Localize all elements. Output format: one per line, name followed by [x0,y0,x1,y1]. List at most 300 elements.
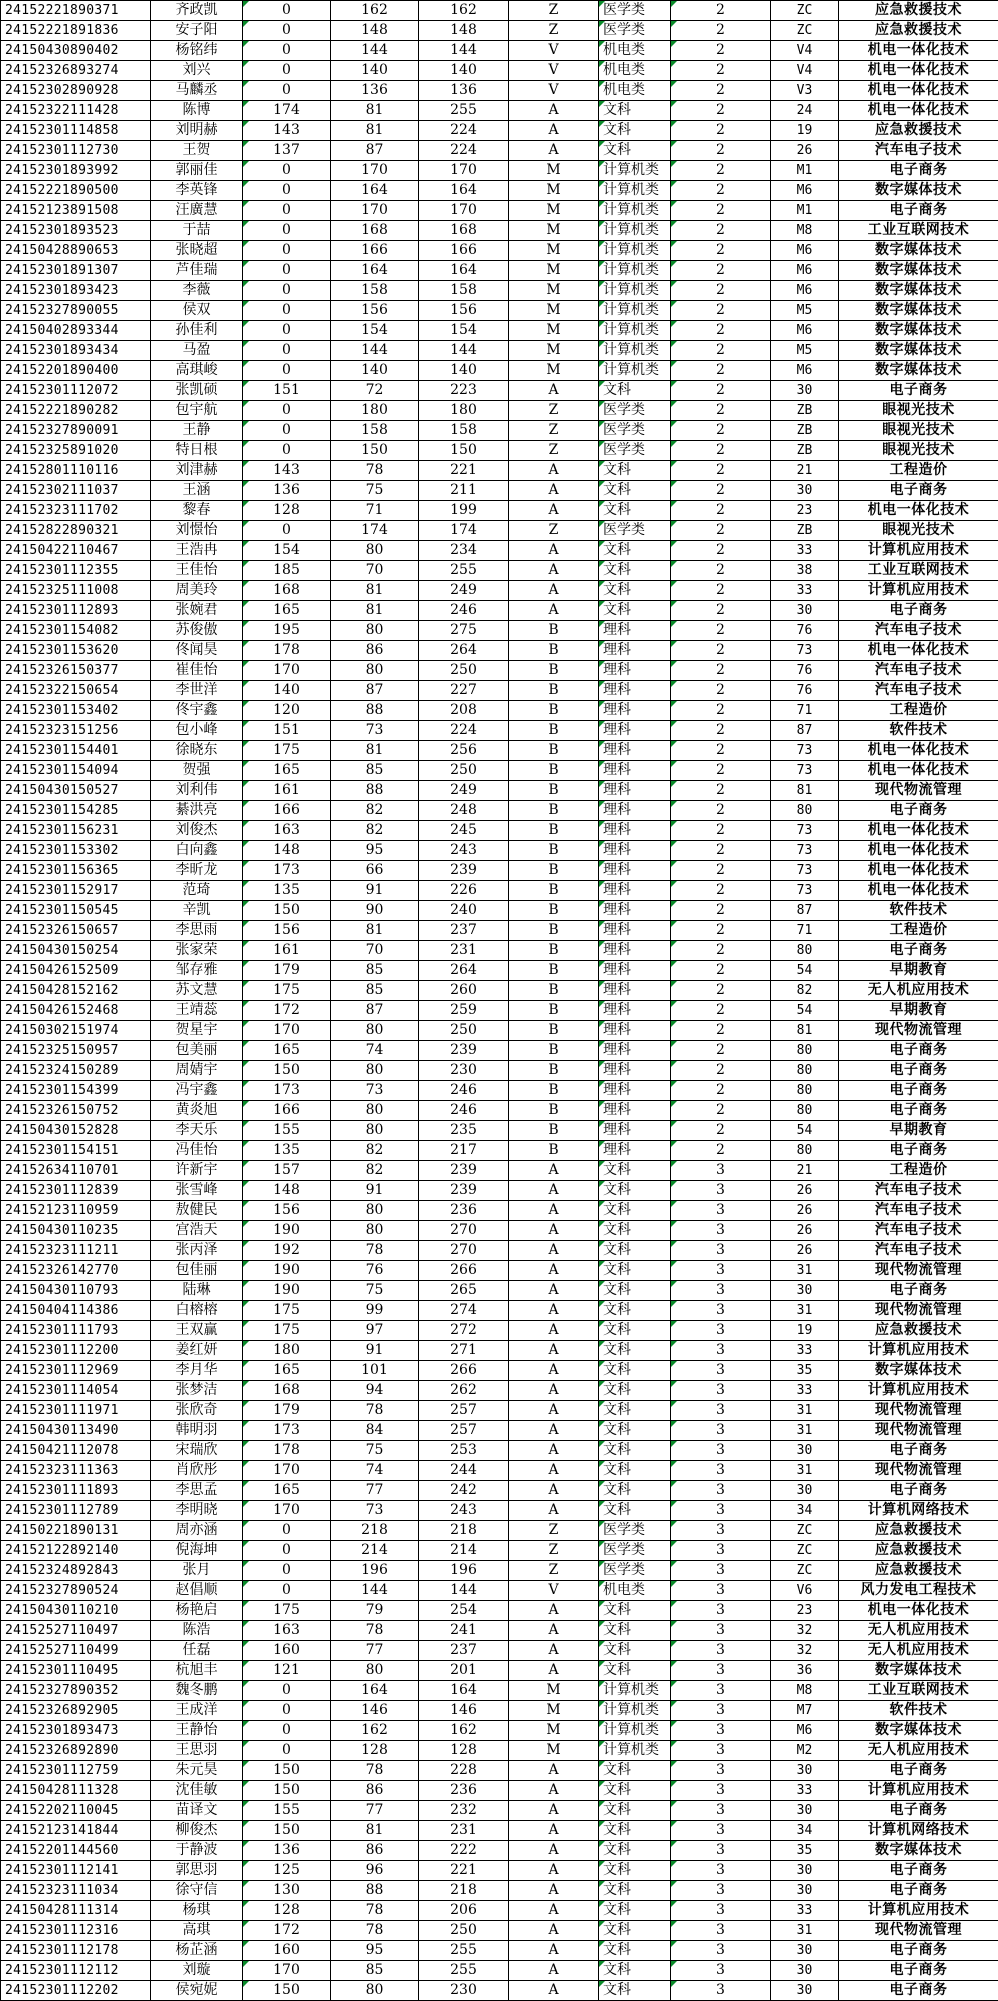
name-cell: 徐晓东 [151,741,243,761]
score-cell: 85 [331,961,419,981]
type-code-cell: M [509,181,599,201]
major-cell: 计算机应用技术 [839,1781,998,1801]
name-cell: 郭思羽 [151,1861,243,1881]
category-cell: 文科 [599,381,671,401]
type-code-cell: M [509,241,599,261]
table-row [1,121,998,141]
code-cell: 24 [771,101,839,121]
name-cell: 贺强 [151,761,243,781]
extra-score-cell: 174 [243,101,331,121]
table-row [1,181,998,201]
name-cell: 刘憬怡 [151,521,243,541]
table-row [1,1641,998,1661]
total-score-cell: 228 [419,1761,509,1781]
score-cell: 78 [331,1241,419,1261]
code-cell: 30 [771,601,839,621]
score-cell: 144 [331,41,419,61]
extra-score-cell: 170 [243,1961,331,1981]
name-cell: 李明晓 [151,1501,243,1521]
exam-id-cell: 24150428890653 [1,241,151,261]
exam-id-cell: 24152301112112 [1,1961,151,1981]
major-cell: 早期教育 [839,1121,998,1141]
category-cell: 文科 [599,1361,671,1381]
type-code-cell: A [509,1841,599,1861]
batch-cell: 3 [671,1161,771,1181]
code-cell: 30 [771,1861,839,1881]
code-cell: 73 [771,741,839,761]
exam-id-cell: 24152123110959 [1,1201,151,1221]
score-cell: 70 [331,941,419,961]
type-code-cell: A [509,1301,599,1321]
name-cell: 刘明赫 [151,121,243,141]
category-cell: 医学类 [599,441,671,461]
score-cell: 80 [331,621,419,641]
score-cell: 158 [331,281,419,301]
name-cell: 黄炎旭 [151,1101,243,1121]
total-score-cell: 224 [419,141,509,161]
total-score-cell: 236 [419,1201,509,1221]
total-score-cell: 222 [419,1841,509,1861]
name-cell: 安子阳 [151,21,243,41]
category-cell: 文科 [599,1461,671,1481]
type-code-cell: A [509,1281,599,1301]
total-score-cell: 255 [419,561,509,581]
extra-score-cell: 150 [243,1981,331,2001]
batch-cell: 3 [671,1301,771,1321]
code-cell: 73 [771,881,839,901]
category-cell: 理科 [599,901,671,921]
table-row [1,961,998,981]
score-cell: 77 [331,1641,419,1661]
table-row [1,981,998,1001]
batch-cell: 3 [671,1201,771,1221]
table-row [1,781,998,801]
batch-cell: 2 [671,561,771,581]
code-cell: 26 [771,141,839,161]
type-code-cell: A [509,1201,599,1221]
batch-cell: 3 [671,1821,771,1841]
table-row [1,501,998,521]
major-cell: 电子商务 [839,1881,998,1901]
extra-score-cell: 156 [243,1201,331,1221]
total-score-cell: 259 [419,1001,509,1021]
exam-id-cell: 24152301111793 [1,1321,151,1341]
table-row [1,1661,998,1681]
code-cell: 80 [771,801,839,821]
exam-id-cell: 24152301893523 [1,221,151,241]
batch-cell: 3 [671,1281,771,1301]
code-cell: 38 [771,561,839,581]
type-code-cell: Z [509,441,599,461]
major-cell: 计算机应用技术 [839,1381,998,1401]
category-cell: 计算机类 [599,1681,671,1701]
extra-score-cell: 173 [243,1421,331,1441]
code-cell: 31 [771,1261,839,1281]
batch-cell: 3 [671,1541,771,1561]
batch-cell: 2 [671,1041,771,1061]
name-cell: 侯双 [151,301,243,321]
category-cell: 理科 [599,941,671,961]
exam-id-cell: 24150430150527 [1,781,151,801]
exam-id-cell: 24150221890131 [1,1521,151,1541]
table-row [1,1501,998,1521]
major-cell: 眼视光技术 [839,401,998,421]
category-cell: 文科 [599,1181,671,1201]
score-cell: 74 [331,1041,419,1061]
type-code-cell: A [509,1381,599,1401]
table-row [1,381,998,401]
score-cell: 99 [331,1301,419,1321]
batch-cell: 2 [671,301,771,321]
major-cell: 汽车电子技术 [839,661,998,681]
extra-score-cell: 161 [243,781,331,801]
exam-id-cell: 24152301112839 [1,1181,151,1201]
exam-id-cell: 24152301112316 [1,1921,151,1941]
major-cell: 机电一体化技术 [839,821,998,841]
total-score-cell: 218 [419,1881,509,1901]
code-cell: ZB [771,401,839,421]
category-cell: 文科 [599,1801,671,1821]
table-row [1,461,998,481]
batch-cell: 3 [671,1601,771,1621]
type-code-cell: M [509,201,599,221]
table-row [1,741,998,761]
type-code-cell: A [509,1761,599,1781]
name-cell: 汪廣慧 [151,201,243,221]
type-code-cell: A [509,381,599,401]
table-row [1,1821,998,1841]
table-row [1,61,998,81]
total-score-cell: 264 [419,641,509,661]
major-cell: 电子商务 [839,1041,998,1061]
category-cell: 理科 [599,701,671,721]
name-cell: 张婉君 [151,601,243,621]
batch-cell: 3 [671,1721,771,1741]
category-cell: 计算机类 [599,221,671,241]
score-cell: 80 [331,1981,419,2001]
name-cell: 苏俊傲 [151,621,243,641]
total-score-cell: 227 [419,681,509,701]
total-score-cell: 211 [419,481,509,501]
extra-score-cell: 150 [243,901,331,921]
score-cell: 87 [331,681,419,701]
total-score-cell: 239 [419,1041,509,1061]
major-cell: 数字媒体技术 [839,261,998,281]
exam-id-cell: 24152301112730 [1,141,151,161]
batch-cell: 3 [671,1841,771,1861]
code-cell: 73 [771,641,839,661]
code-cell: 33 [771,1901,839,1921]
score-cell: 218 [331,1521,419,1541]
major-cell: 工业互联网技术 [839,561,998,581]
code-cell: M6 [771,241,839,261]
total-score-cell: 217 [419,1141,509,1161]
total-score-cell: 231 [419,1821,509,1841]
category-cell: 计算机类 [599,261,671,281]
extra-score-cell: 140 [243,681,331,701]
score-cell: 86 [331,1781,419,1801]
extra-score-cell: 125 [243,1861,331,1881]
table-row [1,881,998,901]
name-cell: 王靖蕊 [151,1001,243,1021]
type-code-cell: Z [509,1521,599,1541]
total-score-cell: 234 [419,541,509,561]
exam-id-cell: 24152822890321 [1,521,151,541]
type-code-cell: A [509,1341,599,1361]
major-cell: 软件技术 [839,721,998,741]
type-code-cell: A [509,1801,599,1821]
code-cell: 21 [771,1161,839,1181]
code-cell: 80 [771,1081,839,1101]
type-code-cell: B [509,781,599,801]
batch-cell: 3 [671,1221,771,1241]
batch-cell: 3 [671,1621,771,1641]
exam-id-cell: 24152301112178 [1,1941,151,1961]
type-code-cell: B [509,801,599,821]
code-cell: 19 [771,1321,839,1341]
name-cell: 马麟丞 [151,81,243,101]
type-code-cell: B [509,1021,599,1041]
name-cell: 张家荣 [151,941,243,961]
total-score-cell: 254 [419,1601,509,1621]
major-cell: 现代物流管理 [839,1421,998,1441]
score-cell: 85 [331,981,419,1001]
table-row [1,1221,998,1241]
total-score-cell: 257 [419,1421,509,1441]
total-score-cell: 180 [419,401,509,421]
exam-id-cell: 24152221890282 [1,401,151,421]
major-cell: 电子商务 [839,1481,998,1501]
extra-score-cell: 163 [243,821,331,841]
batch-cell: 2 [671,701,771,721]
code-cell: 80 [771,1041,839,1061]
table-row [1,821,998,841]
score-cell: 80 [331,1221,419,1241]
table-row [1,601,998,621]
type-code-cell: B [509,901,599,921]
exam-id-cell: 24152323111363 [1,1461,151,1481]
extra-score-cell: 172 [243,1921,331,1941]
extra-score-cell: 0 [243,441,331,461]
score-cell: 136 [331,81,419,101]
total-score-cell: 223 [419,381,509,401]
extra-score-cell: 0 [243,61,331,81]
batch-cell: 3 [671,1401,771,1421]
exam-id-cell: 24152301153402 [1,701,151,721]
major-cell: 工程造价 [839,701,998,721]
category-cell: 机电类 [599,61,671,81]
category-cell: 理科 [599,801,671,821]
category-cell: 文科 [599,1641,671,1661]
extra-score-cell: 179 [243,1401,331,1421]
total-score-cell: 262 [419,1381,509,1401]
total-score-cell: 243 [419,841,509,861]
name-cell: 范琦 [151,881,243,901]
total-score-cell: 170 [419,201,509,221]
code-cell: 31 [771,1401,839,1421]
category-cell: 理科 [599,1081,671,1101]
category-cell: 理科 [599,781,671,801]
type-code-cell: B [509,841,599,861]
category-cell: 文科 [599,1501,671,1521]
total-score-cell: 255 [419,1941,509,1961]
score-cell: 154 [331,321,419,341]
major-cell: 数字媒体技术 [839,181,998,201]
score-cell: 80 [331,661,419,681]
extra-score-cell: 150 [243,1821,331,1841]
extra-score-cell: 173 [243,1081,331,1101]
extra-score-cell: 156 [243,921,331,941]
code-cell: 26 [771,1241,839,1261]
type-code-cell: B [509,821,599,841]
major-cell: 应急救援技术 [839,1541,998,1561]
extra-score-cell: 0 [243,221,331,241]
table-row [1,1021,998,1041]
major-cell: 软件技术 [839,1701,998,1721]
name-cell: 冯宇鑫 [151,1081,243,1101]
major-cell: 电子商务 [839,1801,998,1821]
extra-score-cell: 155 [243,1121,331,1141]
major-cell: 工业互联网技术 [839,221,998,241]
batch-cell: 2 [671,481,771,501]
table-row [1,941,998,961]
score-cell: 73 [331,1081,419,1101]
type-code-cell: V [509,81,599,101]
score-cell: 150 [331,441,419,461]
major-cell: 机电一体化技术 [839,641,998,661]
major-cell: 数字媒体技术 [839,361,998,381]
major-cell: 机电一体化技术 [839,101,998,121]
code-cell: 32 [771,1621,839,1641]
score-cell: 87 [331,141,419,161]
major-cell: 电子商务 [839,161,998,181]
category-cell: 理科 [599,1121,671,1141]
name-cell: 张丙泽 [151,1241,243,1261]
extra-score-cell: 175 [243,1301,331,1321]
score-cell: 91 [331,1181,419,1201]
table-row [1,1461,998,1481]
total-score-cell: 226 [419,881,509,901]
name-cell: 姜红妍 [151,1341,243,1361]
batch-cell: 2 [671,1021,771,1041]
table-row [1,1081,998,1101]
exam-id-cell: 24150422110467 [1,541,151,561]
type-code-cell: A [509,1901,599,1921]
extra-score-cell: 180 [243,1341,331,1361]
score-cell: 170 [331,161,419,181]
total-score-cell: 237 [419,921,509,941]
batch-cell: 2 [671,721,771,741]
exam-id-cell: 24152527110499 [1,1641,151,1661]
batch-cell: 3 [671,1641,771,1661]
table-row [1,441,998,461]
name-cell: 侯宛妮 [151,1981,243,2001]
batch-cell: 2 [671,141,771,161]
code-cell: 33 [771,581,839,601]
table-row [1,701,998,721]
score-cell: 75 [331,1281,419,1301]
major-cell: 机电一体化技术 [839,61,998,81]
category-cell: 理科 [599,1041,671,1061]
type-code-cell: A [509,1961,599,1981]
extra-score-cell: 150 [243,1781,331,1801]
exam-id-cell: 24152122892140 [1,1541,151,1561]
batch-cell: 2 [671,421,771,441]
major-cell: 数字媒体技术 [839,301,998,321]
type-code-cell: M [509,161,599,181]
code-cell: 71 [771,701,839,721]
score-cell: 85 [331,1961,419,1981]
exam-id-cell: 24150426152468 [1,1001,151,1021]
category-cell: 计算机类 [599,361,671,381]
exam-id-cell: 24152301112789 [1,1501,151,1521]
name-cell: 张凯硕 [151,381,243,401]
extra-score-cell: 192 [243,1241,331,1261]
exam-id-cell: 24150428152162 [1,981,151,1001]
extra-score-cell: 148 [243,1181,331,1201]
major-cell: 数字媒体技术 [839,1721,998,1741]
batch-cell: 3 [671,1581,771,1601]
major-cell: 汽车电子技术 [839,1221,998,1241]
type-code-cell: A [509,1421,599,1441]
code-cell: ZB [771,441,839,461]
total-score-cell: 162 [419,1,509,21]
extra-score-cell: 136 [243,481,331,501]
total-score-cell: 248 [419,801,509,821]
extra-score-cell: 163 [243,1621,331,1641]
code-cell: 81 [771,1021,839,1041]
category-cell: 文科 [599,541,671,561]
batch-cell: 3 [671,1981,771,2001]
extra-score-cell: 143 [243,461,331,481]
extra-score-cell: 190 [243,1261,331,1281]
code-cell: 19 [771,121,839,141]
score-cell: 96 [331,1861,419,1881]
total-score-cell: 136 [419,81,509,101]
category-cell: 文科 [599,1261,671,1281]
type-code-cell: B [509,1041,599,1061]
category-cell: 理科 [599,861,671,881]
name-cell: 王涵 [151,481,243,501]
major-cell: 电子商务 [839,1281,998,1301]
score-cell: 88 [331,781,419,801]
code-cell: V4 [771,61,839,81]
batch-cell: 3 [671,1761,771,1781]
table-row [1,361,998,381]
score-cell: 80 [331,1061,419,1081]
score-cell: 78 [331,1621,419,1641]
name-cell: 宋瑞欣 [151,1441,243,1461]
extra-score-cell: 0 [243,81,331,101]
category-cell: 机电类 [599,1581,671,1601]
major-cell: 计算机应用技术 [839,541,998,561]
major-cell: 应急救援技术 [839,1561,998,1581]
category-cell: 理科 [599,1061,671,1081]
table-row [1,801,998,821]
exam-id-cell: 24152323111211 [1,1241,151,1261]
code-cell: 82 [771,981,839,1001]
score-cell: 70 [331,561,419,581]
exam-id-cell: 24152301156365 [1,861,151,881]
type-code-cell: Z [509,1,599,21]
batch-cell: 3 [671,1901,771,1921]
batch-cell: 3 [671,1941,771,1961]
score-cell: 73 [331,1501,419,1521]
score-cell: 148 [331,21,419,41]
type-code-cell: A [509,1401,599,1421]
table-row [1,221,998,241]
batch-cell: 2 [671,121,771,141]
